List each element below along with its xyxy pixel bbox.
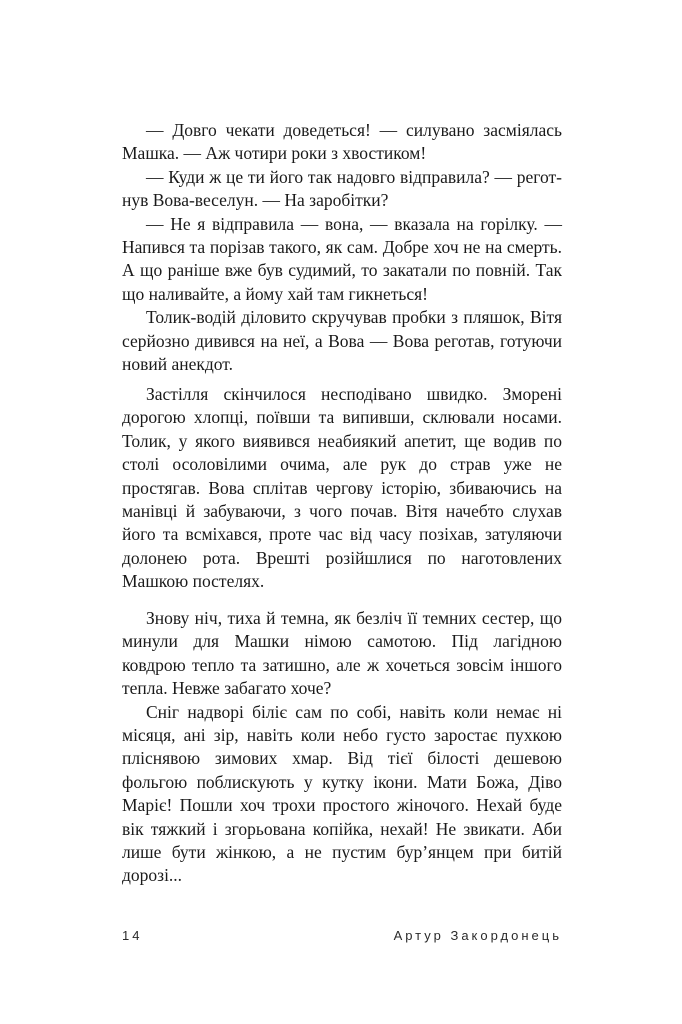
page-number: 14	[122, 928, 143, 943]
text-section-2	[122, 383, 562, 594]
running-footer-author: Артур Закордонець	[393, 928, 562, 943]
page-footer	[122, 928, 562, 948]
paragraph: Знову ніч, тиха й темна, як безліч її темних сестер, що минули для Машки німою самотою. Під лагідною ковдрою тепло та затишно, але ж хочеться зовсім іншого тепла. Невже забагато хоче?	[122, 608, 562, 699]
text-section-1	[122, 119, 562, 376]
text-section-3	[122, 607, 562, 888]
paragraph: — Довго чекати доведеться! — силувано засміялась Машка. — Аж чотири роки з хвостиком!	[122, 120, 562, 164]
paragraph: Застілля скінчилося несподівано швидко. Зморені дорогою хлопці, поївши та випивши, склювали носами. Толик, у якого виявився неабиякий апетит, ще водив по столі осоловілими очима, але рук до страв уже не простягав. Вова сплітав чергову історію, збиваючись на манівці й забуваючи, з чого почав. Вітя начебто слухав його та всміхався, проте час від часу позіхав, затуляючи долонею рота. Врешті розійшлися по наготовлених Машкою постелях.	[122, 384, 562, 592]
paragraph: Сніг надворі біліє сам по собі, навіть коли немає ні місяця, ані зір, навіть коли небо густо заростає пухкою пліснявою зимових хмар. Від тієї білості дешевою фольгою поблискують у кутку ікони. Мати Божа, Діво Маріє! Пошли хоч трохи простого жіночого. Нехай буде вік тяжкий і згорьована копійка, нехай! Не звикати. Аби лише бути жінкою, а не пустим бур’янцем при битій дорозі...	[122, 701, 562, 886]
paragraph: — Не я відправила — вона, — вказала на горілку. — Напився та порізав такого, як сам. Добре хоч не на смерть. А що раніше вже був судимий, то закатали по повній. Так що наливайте, а йому хай там гикнеться!	[122, 213, 562, 304]
paragraph: — Куди ж це ти його так надовго відправила? — реготнув Вова-веселун. — На заробітки?	[122, 166, 562, 211]
paragraph: Толик-водій діловито скручував пробки з пляшок, Вітя серйозно дивився на неї, а Вова — Вова реготав, готуючи новий анекдот.	[122, 307, 562, 375]
